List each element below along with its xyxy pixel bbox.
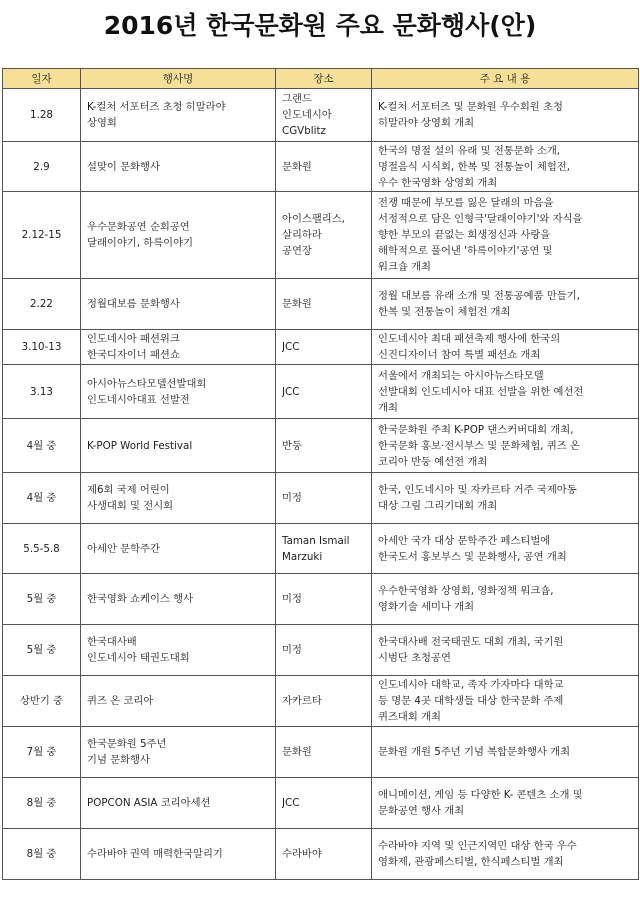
cell-line: 한국도서 홍보부스 및 문화행사, 공연 개최: [378, 550, 567, 563]
cell-description: [372, 192, 639, 279]
cell-description: [372, 625, 639, 676]
table-row: [3, 365, 639, 419]
cell-line: K-POP World Festival: [87, 439, 193, 452]
cell-event: [81, 365, 276, 419]
cell-line: 인도네시아 패션위크: [87, 333, 180, 345]
cell-line: 히말라야 상영회 개최: [378, 117, 475, 129]
cell-date: 5.5-5.8: [3, 524, 81, 574]
header-venue: 장소: [276, 69, 372, 89]
cell-event: [81, 192, 276, 279]
cell-description: [372, 727, 639, 778]
cell-description: [372, 279, 639, 330]
cell-venue: [276, 524, 372, 574]
cell-description: [372, 829, 639, 880]
cell-description: [372, 365, 639, 419]
cell-line: 반둥: [282, 439, 302, 452]
cell-line: 살리하라: [282, 229, 322, 241]
cell-line: 우수문화공연 순회공연: [87, 221, 190, 233]
cell-line: JCC: [282, 385, 300, 398]
cell-date: 5월 중: [3, 625, 81, 676]
cell-line: 아시아뉴스타모델선발대회: [87, 377, 207, 390]
cell-line: 수라바야 권역 매력한국알리기: [87, 848, 223, 860]
cell-line: 수라바야 지역 및 인근지역민 대상 한국 우수: [378, 840, 577, 852]
cell-line: 한국영화 쇼케이스 행사: [87, 593, 194, 605]
cell-line: 인도네시아: [282, 109, 332, 121]
cell-line: 사생대회 및 전시회: [87, 500, 174, 512]
table-row: [3, 419, 639, 473]
cell-event: [81, 419, 276, 473]
cell-line: JCC: [282, 341, 300, 353]
table-row: [3, 330, 639, 365]
cell-event: [81, 829, 276, 880]
cell-line: 달래이야기, 하륵이야기: [87, 237, 194, 249]
cell-venue: [276, 419, 372, 473]
cell-line: CGVblitz: [282, 125, 326, 137]
cell-date: 4월 중: [3, 419, 81, 473]
cell-venue: [276, 192, 372, 279]
table-row: [3, 524, 639, 574]
cell-line: 대상 그림 그리기대회 개최: [378, 500, 498, 512]
cell-venue: [276, 142, 372, 192]
cell-line: 인도네시아 태권도대회: [87, 652, 190, 664]
table-row: [3, 676, 639, 727]
cell-event: [81, 778, 276, 829]
cell-line: 전쟁 때문에 부모를 잃은 달래의 마음을: [378, 197, 554, 209]
table-row: [3, 89, 639, 142]
cell-line: 명절음식 시식회, 한복 및 전통놀이 체험전,: [378, 160, 571, 173]
cell-line: 설맞이 문화행사: [87, 160, 160, 173]
header-event: 행사명: [81, 69, 276, 89]
cell-line: 영화제, 관광페스티벌, 한식페스티벌 개최: [378, 856, 564, 868]
cell-line: 워크숍 개최: [378, 261, 432, 273]
cell-line: 영화기술 세미나 개최: [378, 601, 475, 613]
cell-line: 향한 부모의 끝없는 희생정신과 사랑을: [378, 229, 551, 241]
cell-event: [81, 473, 276, 524]
cell-line: 신진디자이너 참여 특별 패션쇼 개최: [378, 349, 541, 361]
cell-description: [372, 473, 639, 524]
page-title: 2016년 한국문화원 주요 문화행사(안): [103, 11, 537, 40]
cell-date: 1.28: [3, 89, 81, 142]
cell-line: Marzuki: [282, 550, 323, 563]
cell-line: 문화원: [282, 746, 312, 758]
cell-date: 3.10-13: [3, 330, 81, 365]
cell-line: 아세안 국가 대상 문학주간 페스티벌에: [378, 534, 551, 547]
cell-line: 아이스팰리스,: [282, 213, 345, 225]
cell-line: 한국문화원 5주년: [87, 738, 167, 750]
table-row: [3, 473, 639, 524]
cell-line: 자카르타: [282, 695, 322, 707]
cell-line: 애니메이션, 게임 등 다양한 K- 콘텐츠 소개 및: [378, 789, 583, 801]
cell-line: 선발대회 인도네시아 대표 선발을 위한 예선전: [378, 385, 584, 398]
cell-line: K-컬처 서포터즈 초청 히말라야: [87, 101, 226, 113]
cell-line: 미정: [282, 492, 302, 504]
table-row: [3, 727, 639, 778]
cell-line: 공연장: [282, 245, 312, 257]
cell-event: [81, 727, 276, 778]
cell-line: 한국대사배: [87, 636, 137, 648]
cell-venue: [276, 625, 372, 676]
cell-line: 미정: [282, 593, 302, 605]
cell-line: 인도네시아 최대 패션축제 행사에 한국의: [378, 333, 561, 345]
cell-date: 2.22: [3, 279, 81, 330]
cell-line: 시범단 초청공연: [378, 652, 451, 664]
cell-line: 한복 및 전통놀이 체험전 개최: [378, 306, 511, 318]
cell-line: 서울에서 개최되는 아시아뉴스타모델: [378, 369, 544, 382]
header-date: 일자: [3, 69, 81, 89]
cell-description: [372, 330, 639, 365]
cell-description: [372, 676, 639, 727]
cell-line: 해학적으로 풀어낸 '하륵이야기'공연 및: [378, 245, 553, 257]
cell-line: Taman Ismail: [282, 534, 350, 547]
cell-line: 인도네시아 대학교, 족자 가자마다 대학교: [378, 679, 564, 691]
cell-event: [81, 142, 276, 192]
cell-venue: [276, 279, 372, 330]
cell-line: 문화원: [282, 160, 312, 173]
cell-date: 3.13: [3, 365, 81, 419]
cell-date: 5월 중: [3, 574, 81, 625]
cell-line: 개최: [378, 401, 398, 414]
cell-line: 상영회: [87, 117, 117, 129]
cell-date: 8월 중: [3, 778, 81, 829]
cell-date: 2.9: [3, 142, 81, 192]
table-row: [3, 279, 639, 330]
cell-line: 퀴즈대회 개최: [378, 711, 441, 723]
cell-date: 2.12-15: [3, 192, 81, 279]
cell-line: 미정: [282, 644, 302, 656]
cell-date: 상반기 중: [3, 676, 81, 727]
cell-event: [81, 676, 276, 727]
cell-line: 정월 대보름 유래 소개 및 전통공예품 만들기,: [378, 290, 580, 302]
cell-line: 기념 문화행사: [87, 754, 150, 766]
cell-event: [81, 625, 276, 676]
cell-event: [81, 574, 276, 625]
cell-line: POPCON ASIA 코리아세션: [87, 797, 211, 809]
cell-venue: [276, 574, 372, 625]
table-row: [3, 778, 639, 829]
cell-line: 한국문화원 주최 K-POP 댄스커버대회 개최,: [378, 423, 574, 436]
events-table: [2, 68, 639, 880]
cell-line: 한국대사배 전국태권도 대회 개최, 국기원: [378, 636, 564, 648]
cell-line: 제6회 국제 어린이: [87, 484, 170, 496]
cell-description: [372, 142, 639, 192]
table-row: [3, 829, 639, 880]
cell-line: 그랜드: [282, 93, 312, 105]
cell-venue: [276, 829, 372, 880]
cell-venue: [276, 365, 372, 419]
header-description: 주 요 내 용: [372, 69, 639, 89]
cell-line: 서정적으로 담은 인형극'달래이야기'와 자식을: [378, 213, 583, 225]
cell-event: [81, 330, 276, 365]
cell-date: 7월 중: [3, 727, 81, 778]
cell-date: 8월 중: [3, 829, 81, 880]
table-row: [3, 625, 639, 676]
table-row: [3, 574, 639, 625]
cell-line: 등 명문 4곳 대학생들 대상 한국문화 주제: [378, 695, 564, 707]
cell-venue: [276, 330, 372, 365]
cell-line: 우수 한국영화 상영회 개최: [378, 176, 498, 189]
cell-line: K-컬처 서포터즈 및 문화원 우수회원 초청: [378, 101, 563, 113]
cell-line: 한국, 인도네시아 및 자카르타 거주 국제아동: [378, 484, 577, 496]
cell-event: [81, 89, 276, 142]
cell-line: 수라바야: [282, 848, 322, 860]
cell-description: [372, 778, 639, 829]
cell-description: [372, 89, 639, 142]
cell-venue: [276, 473, 372, 524]
cell-venue: [276, 778, 372, 829]
cell-line: 한국의 명절 설의 유래 및 전통문화 소개,: [378, 144, 561, 157]
cell-description: [372, 574, 639, 625]
cell-line: 문화원: [282, 298, 312, 310]
cell-line: 한국문화 홍보·전시부스 및 문화체험, 퀴즈 온: [378, 439, 580, 452]
table-row: [3, 192, 639, 279]
cell-line: 우수한국영화 상영회, 영화정책 워크숍,: [378, 585, 554, 597]
cell-line: 코리아 반둥 예선전 개최: [378, 455, 488, 468]
cell-line: 한국디자이너 패션쇼: [87, 349, 180, 361]
cell-description: [372, 524, 639, 574]
cell-description: [372, 419, 639, 473]
cell-venue: [276, 676, 372, 727]
cell-venue: [276, 727, 372, 778]
cell-event: [81, 279, 276, 330]
table-row: [3, 142, 639, 192]
cell-line: 아세안 문학주간: [87, 542, 160, 555]
cell-line: 문화공연 행사 개최: [378, 805, 465, 817]
cell-event: [81, 524, 276, 574]
cell-venue: [276, 89, 372, 142]
cell-line: JCC: [282, 797, 300, 809]
cell-line: 인도네시아대표 선발전: [87, 393, 190, 406]
table-header-row: [3, 69, 639, 89]
cell-line: 문화원 개원 5주년 기념 복합문화행사 개최: [378, 746, 571, 758]
cell-line: 정월대보름 문화행사: [87, 298, 180, 310]
cell-line: 퀴즈 온 코리아: [87, 695, 154, 707]
cell-date: 4월 중: [3, 473, 81, 524]
